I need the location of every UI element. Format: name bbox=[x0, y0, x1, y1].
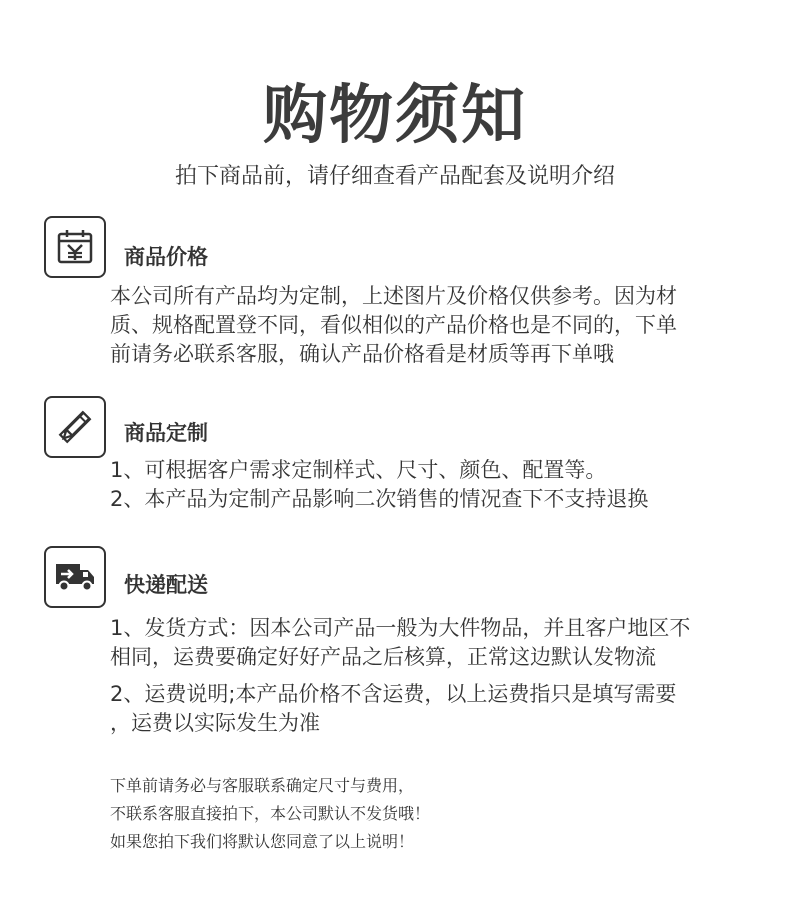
price-line: 质、规格配置登不同，看似相似的产品价格也是不同的，下单 bbox=[110, 313, 677, 337]
footer-note-line: 下单前请务必与客服联系确定尺寸与费用， bbox=[110, 776, 415, 795]
delivery-truck-icon bbox=[54, 560, 96, 594]
section-body-price bbox=[110, 282, 750, 369]
footer-note-line: 如果您拍下我们将默认您同意了以上说明！ bbox=[110, 832, 415, 851]
section-body-custom bbox=[110, 456, 750, 514]
footer-note-line: 不联系客服直接拍下，本公司默认不发货哦！ bbox=[110, 804, 431, 823]
page-subtitle: 拍下商品前，请仔细查看产品配套及说明介绍 bbox=[174, 164, 615, 189]
delivery-icon-frame bbox=[44, 546, 106, 608]
pencil-ruler-icon bbox=[55, 407, 95, 447]
footer-notes bbox=[110, 772, 750, 856]
price-tag-yen-icon bbox=[55, 227, 95, 267]
delivery-line: ，运费以实际发生为准 bbox=[110, 711, 320, 735]
custom-line: 2、本产品为定制产品影响二次销售的情况查下不支持退换 bbox=[110, 487, 649, 511]
price-line: 前请务必联系客服，确认产品价格看是材质等再下单哦 bbox=[110, 342, 614, 366]
custom-icon-frame bbox=[44, 396, 106, 458]
section-title-price: 商品价格 bbox=[124, 245, 208, 269]
section-title-custom: 商品定制 bbox=[124, 421, 208, 445]
page-title: 购物须知 bbox=[263, 79, 527, 153]
delivery-line: 2、运费说明;本产品价格不含运费，以上运费指只是填写需要 bbox=[110, 682, 677, 706]
section-title-delivery: 快递配送 bbox=[124, 573, 208, 597]
section-body-delivery-1 bbox=[110, 614, 750, 672]
custom-line: 1、可根据客户需求定制样式、尺寸、颜色、配置等。 bbox=[110, 458, 607, 482]
price-line: 本公司所有产品均为定制，上述图片及价格仅供参考。因为材 bbox=[110, 284, 677, 308]
price-icon-frame bbox=[44, 216, 106, 278]
delivery-line: 相同，运费要确定好好产品之后核算，正常这边默认发物流 bbox=[110, 645, 656, 669]
section-body-delivery-2 bbox=[110, 680, 750, 738]
delivery-line: 1、发货方式：因本公司产品一般为大件物品，并且客户地区不 bbox=[110, 616, 691, 640]
